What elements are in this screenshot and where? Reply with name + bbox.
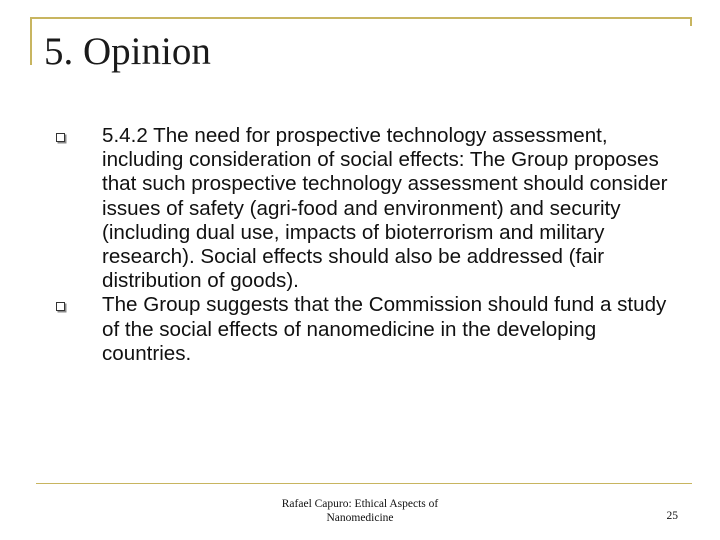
footer-line-2: Nanomedicine — [326, 512, 394, 524]
bullet-item — [56, 124, 686, 293]
square-bullet-icon — [56, 302, 65, 311]
bottom-rule-divider — [36, 483, 692, 484]
slide-title: 5. Opinion — [44, 30, 211, 73]
left-rule-divider — [30, 17, 32, 65]
bullet-text: 5.4.2 The need for prospective technology assessment, including consideration of social effects: The Group proposes that such prospective technology assessment should consider issues of safety (agri-food and environment) and security (including dual use, impacts of bioterrorism and military research). Social effects should also be addressed (fair distribution of goods). — [102, 124, 668, 293]
bullet-text: The Group suggests that the Commission should fund a study of the social effects of nanomedicine in the developing countries. — [102, 293, 667, 365]
square-bullet-icon — [56, 133, 65, 142]
top-rule-divider — [30, 17, 692, 19]
page-number: 25 — [666, 510, 678, 522]
footer-citation — [210, 497, 510, 525]
bullet-item — [56, 293, 686, 366]
top-rule-cap-divider — [690, 17, 692, 26]
footer-line-1: Rafael Capuro: Ethical Aspects of — [281, 498, 439, 510]
bullet-list — [56, 124, 686, 366]
